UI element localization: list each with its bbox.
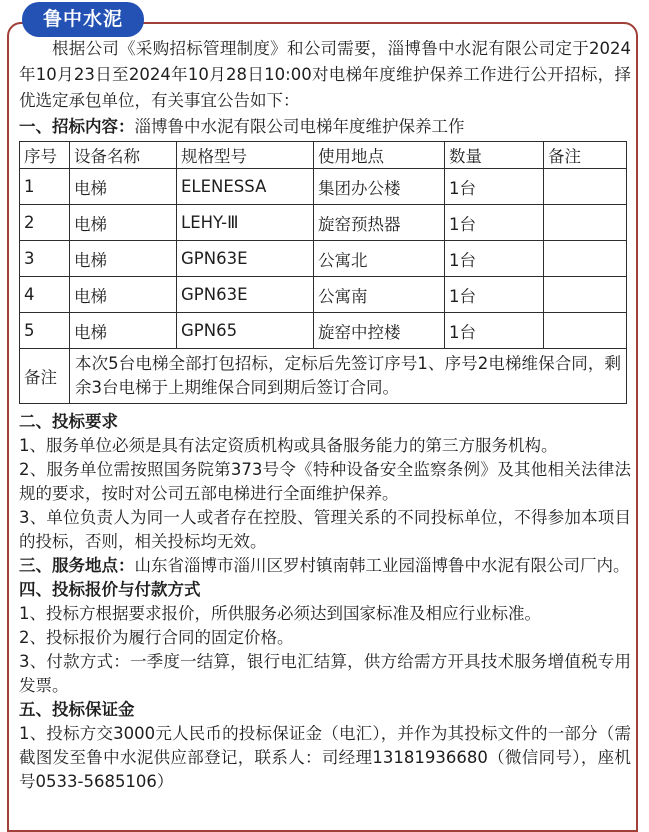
table-cell [544, 241, 627, 277]
section-title: 四、投标报价与付款方式 [19, 580, 201, 599]
table-cell: GPN63E [177, 241, 314, 277]
table-cell: 电梯 [70, 241, 177, 277]
remark-text-cell: 本次5台电梯全部打包招标，定标后先签订序号1、序号2电梯维保合同，剩余3台电梯于上期维保合同到期后签订合同。 [70, 349, 627, 404]
column-header: 数量 [445, 142, 544, 169]
table-cell: GPN65 [177, 313, 314, 349]
table-cell: GPN63E [177, 277, 314, 313]
table-cell: 1台 [445, 241, 544, 277]
section-title: 二、投标要求 [19, 412, 118, 431]
table-cell: 4 [20, 277, 70, 313]
sections [19, 410, 631, 794]
table-cell: 1台 [445, 313, 544, 349]
section-1-inline-text: 淄博鲁中水泥有限公司电梯年度维护保养工作 [134, 117, 465, 136]
list-item: 1、服务单位必须是具有法定资质机构或具备服务能力的第三方服务机构。 [19, 436, 558, 455]
column-header: 使用地点 [314, 142, 445, 169]
list-item: 1、投标方交3000元人民币的投标保证金（电汇），并作为其投标文件的一部分（需截图发至鲁中水泥供应部登记，联系人：司经理13181936680（微信同号），座机号0533-5685106） [19, 724, 631, 791]
list-item: 2、服务单位需按照国务院第373号令《特种设备安全监察条例》及其他相关法律法规的要求，按时对公司五部电梯进行全面维护保养。 [19, 460, 631, 503]
column-header: 设备名称 [70, 142, 177, 169]
table-cell: LEHY-Ⅲ [177, 205, 314, 241]
table-row [20, 241, 627, 277]
table-cell: 电梯 [70, 169, 177, 205]
equipment-table-head [20, 142, 627, 169]
table-cell: 1台 [445, 205, 544, 241]
table-cell: 电梯 [70, 313, 177, 349]
section-1-heading [19, 114, 631, 140]
section-heading [19, 698, 631, 722]
table-cell: 5 [20, 313, 70, 349]
table-cell: 电梯 [70, 205, 177, 241]
table-cell: 电梯 [70, 277, 177, 313]
table-cell: 公寓南 [314, 277, 445, 313]
section-title: 三、服务地点： [19, 556, 135, 575]
table-cell [544, 277, 627, 313]
announcement-content [19, 36, 631, 794]
company-badge-label: 鲁中水泥 [43, 8, 124, 30]
list-item: 3、付款方式：一季度一结算，银行电汇结算，供方给需方开具技术服务增值税专用发票。 [19, 652, 631, 695]
table-cell: 2 [20, 205, 70, 241]
table-cell [544, 205, 627, 241]
table-cell: 旋窑中控楼 [314, 313, 445, 349]
section-1-title: 一、招标内容： [19, 117, 135, 136]
section-heading [19, 554, 631, 578]
table-cell [544, 313, 627, 349]
table-cell: ELENESSA [177, 169, 314, 205]
intro-paragraph: 根据公司《采购招标管理制度》和公司需要，淄博鲁中水泥有限公司定于2024年10月23日至2024年10月28日10:00对电梯年度维护保养工作进行公开招标，择优选定承包单位，有关事宜公告如下： [19, 39, 631, 110]
equipment-table [19, 141, 627, 404]
list-item: 3、单位负责人为同一人或者存在控股、管理关系的不同投标单位，不得参加本项目的投标，否则，相关投标均无效。 [19, 508, 631, 551]
section-inline-text: 山东省淄博市淄川区罗村镇南韩工业园淄博鲁中水泥有限公司厂内。 [134, 556, 630, 575]
list-item: 2、投标报价为履行合同的固定价格。 [19, 628, 294, 647]
section-heading [19, 410, 631, 434]
equipment-table-body [20, 169, 627, 404]
table-cell [544, 169, 627, 205]
remark-row [20, 349, 627, 404]
company-badge [22, 2, 144, 37]
table-cell: 1台 [445, 277, 544, 313]
table-cell: 1台 [445, 169, 544, 205]
table-row [20, 205, 627, 241]
table-row [20, 169, 627, 205]
table-cell: 1 [20, 169, 70, 205]
column-header: 规格型号 [177, 142, 314, 169]
section-heading [19, 578, 631, 602]
table-header-row [20, 142, 627, 169]
table-row [20, 313, 627, 349]
section-title: 五、投标保证金 [19, 700, 135, 719]
list-item: 1、投标方根据要求报价，所供服务必须达到国家标准及相应行业标准。 [19, 604, 541, 623]
table-cell: 旋窑预热器 [314, 205, 445, 241]
table-row [20, 277, 627, 313]
table-cell: 集团办公楼 [314, 169, 445, 205]
table-cell: 3 [20, 241, 70, 277]
column-header: 备注 [544, 142, 627, 169]
remark-label-cell: 备注 [20, 349, 70, 404]
table-cell: 公寓北 [314, 241, 445, 277]
column-header: 序号 [20, 142, 70, 169]
